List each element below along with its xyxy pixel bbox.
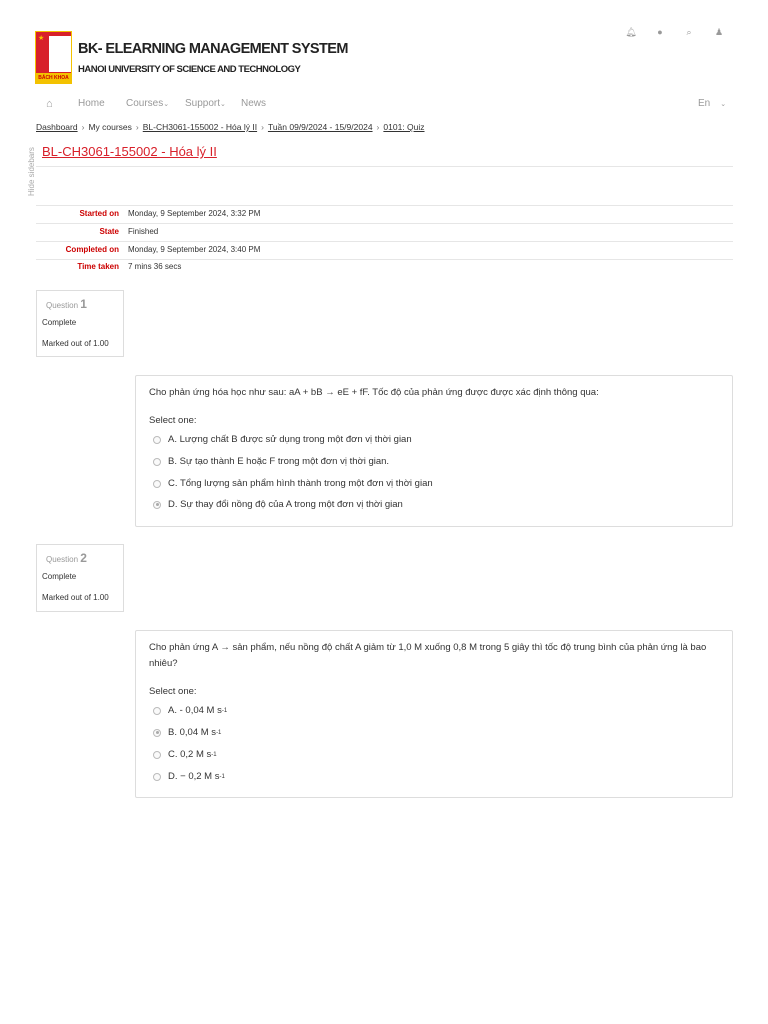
breadcrumb-week[interactable]: Tuần 09/9/2024 - 15/9/2024 <box>267 122 373 132</box>
university-logo[interactable] <box>35 31 72 84</box>
radio-button[interactable] <box>153 458 161 466</box>
breadcrumb <box>36 122 425 132</box>
question-text: Cho phản ứng hóa học như sau: aA + bB → eE + fF. Tốc độ của phản ứng được được xác định thông qua: <box>149 387 599 398</box>
summary-value: Finished <box>128 227 159 236</box>
divider <box>36 205 733 206</box>
radio-button-selected[interactable] <box>153 501 161 509</box>
divider <box>36 259 733 260</box>
question-text: Cho phản ứng A → sản phẩm, nếu nồng độ chất A giảm từ 1,0 M xuống 0,8 M trong 5 giây thì tốc độ trung bình của phản ứng là bao nhiêu? <box>149 642 707 669</box>
chevron-down-icon: ⌄ <box>220 101 226 108</box>
summary-value: 7 mins 36 secs <box>128 262 182 271</box>
star-icon: ★ <box>38 35 45 42</box>
answer-option[interactable] <box>153 499 403 510</box>
option-label: D. − 0,2 M s <box>168 771 220 782</box>
radio-button[interactable] <box>153 707 161 715</box>
option-label: B. Sự tạo thành E hoặc F trong một đơn vị thời gian. <box>168 456 390 467</box>
user-icon[interactable]: ♟ <box>714 27 724 37</box>
unit-exponent: -1 <box>219 773 225 780</box>
radio-button[interactable] <box>153 480 161 488</box>
chevron-right-icon: › <box>81 122 85 132</box>
select-one-label: Select one: <box>149 415 197 426</box>
logo-text: BÁCH KHOA <box>36 73 71 83</box>
language-label: En <box>698 98 711 109</box>
question-content <box>135 375 733 527</box>
radio-button[interactable] <box>153 436 161 444</box>
unit-exponent: -1 <box>216 729 222 736</box>
chevron-right-icon: › <box>261 122 264 132</box>
unit-exponent: -1 <box>221 707 228 714</box>
option-label: C. Tổng lượng sản phẩm hình thành trong một đơn vị thời gian <box>168 478 433 489</box>
divider <box>36 241 733 242</box>
nav-support-label: Support <box>185 98 221 109</box>
question-content <box>135 630 733 798</box>
question-number: Question 2 <box>46 551 87 565</box>
breadcrumb-my-courses: My courses <box>88 122 132 132</box>
nav-courses[interactable] <box>126 98 169 109</box>
search-icon[interactable]: ⌕ <box>686 27 692 37</box>
course-title-link[interactable]: BL-CH3061-155002 - Hóa lý II <box>42 144 217 159</box>
answer-option[interactable] <box>153 434 412 445</box>
summary-value: Monday, 9 September 2024, 3:40 PM <box>128 245 261 254</box>
breadcrumb-quiz[interactable]: 0101: Quiz <box>383 122 425 132</box>
divider <box>36 223 733 224</box>
question-status: Complete <box>42 572 77 581</box>
answer-option[interactable] <box>153 771 225 782</box>
site-subtitle: HANOI UNIVERSITY OF SCIENCE AND TECHNOLOGY <box>78 64 301 75</box>
summary-label: Started on <box>79 209 119 218</box>
option-label: B. 0,04 M s <box>168 727 217 738</box>
option-label: A. - 0,04 M s <box>168 705 222 716</box>
question-info <box>36 544 124 612</box>
question-info <box>36 290 124 357</box>
chevron-down-icon: ⌄ <box>720 101 727 108</box>
radio-button[interactable] <box>153 773 161 781</box>
question-number: Question 1 <box>46 297 87 311</box>
radio-button[interactable] <box>153 751 161 759</box>
summary-value: Monday, 9 September 2024, 3:32 PM <box>128 209 261 218</box>
summary-label: Completed on <box>65 245 119 254</box>
hide-sidebars-toggle[interactable]: Hide sidebars <box>27 147 36 196</box>
question-status: Complete <box>42 318 77 327</box>
answer-option[interactable] <box>153 727 221 738</box>
nav-news[interactable]: News <box>241 98 267 109</box>
answer-option[interactable] <box>153 749 217 760</box>
divider <box>36 166 733 167</box>
radio-button-selected[interactable] <box>153 729 161 737</box>
unit-exponent: -1 <box>211 751 217 758</box>
answer-option[interactable] <box>153 456 389 467</box>
nav-support[interactable] <box>185 98 226 109</box>
nav-courses-label: Courses <box>126 98 164 109</box>
bell-icon[interactable]: 🔔︎ <box>625 27 637 37</box>
answer-option[interactable] <box>153 705 227 716</box>
option-label: C. 0,2 M s <box>168 749 212 760</box>
question-marks: Marked out of 1.00 <box>42 593 109 602</box>
select-one-label: Select one: <box>149 686 197 697</box>
site-title: BK- ELEARNING MANAGEMENT SYSTEM <box>78 41 348 57</box>
summary-label: State <box>99 227 119 236</box>
chevron-right-icon: › <box>135 122 139 132</box>
breadcrumb-dashboard[interactable]: Dashboard <box>36 122 78 132</box>
option-label: A. Lượng chất B được sử dụng trong một đơn vị thời gian <box>168 434 412 445</box>
answer-option[interactable] <box>153 478 433 489</box>
summary-label: Time taken <box>77 262 119 271</box>
question-marks: Marked out of 1.00 <box>42 339 109 348</box>
home-icon[interactable]: ⌂ <box>46 98 53 110</box>
chevron-down-icon: ⌄ <box>163 101 170 108</box>
chat-icon[interactable]: ● <box>657 27 663 37</box>
language-menu[interactable] <box>698 98 726 109</box>
breadcrumb-course[interactable]: BL-CH3061-155002 - Hóa lý II <box>142 122 258 132</box>
chevron-right-icon: › <box>376 122 380 132</box>
nav-home[interactable]: Home <box>78 98 105 109</box>
option-label: D. Sự thay đổi nồng độ của A trong một đơn vị thời gian <box>168 499 403 510</box>
